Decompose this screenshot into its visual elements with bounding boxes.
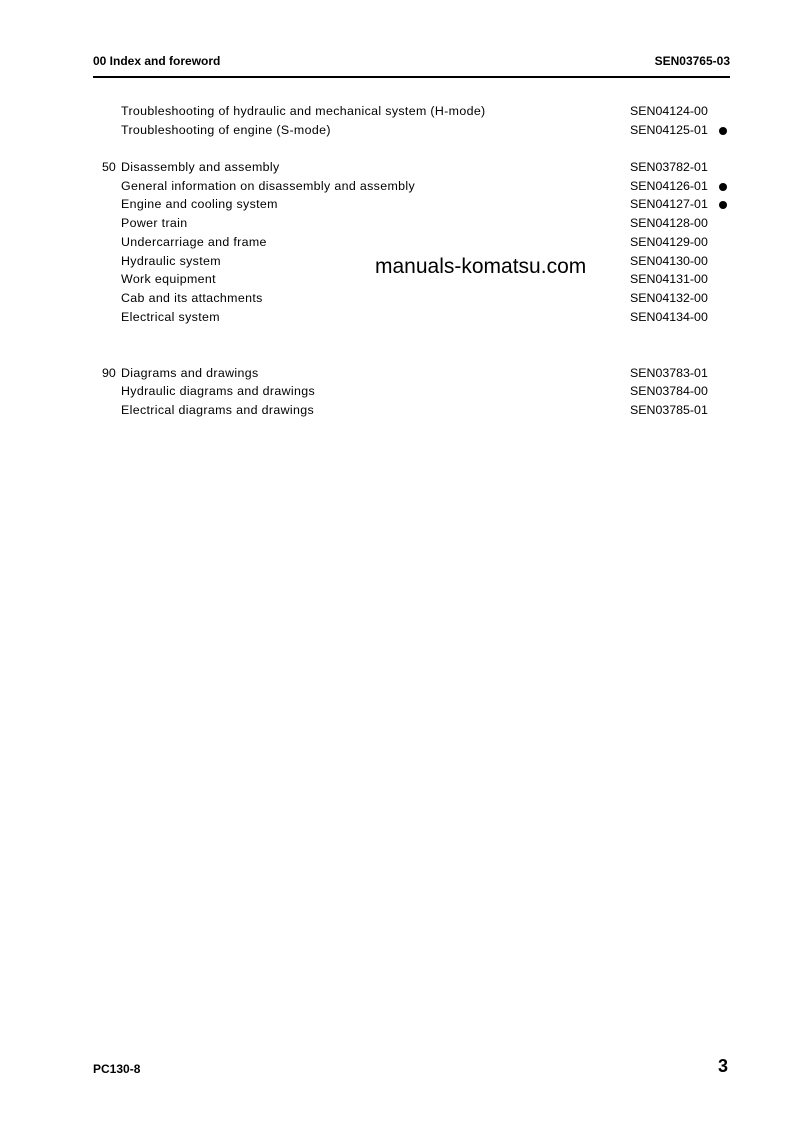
toc-section-code: SEN03782-01 [630, 160, 708, 175]
toc-section-title: Diagrams and drawings [121, 365, 259, 380]
toc-entry-code: SEN04132-00 [630, 290, 708, 305]
toc-entry-title: General information on disassembly and assembly [121, 178, 415, 193]
toc-entry[interactable] [93, 102, 733, 121]
toc-entry-code: SEN04131-00 [630, 272, 708, 287]
page-header [93, 54, 730, 78]
toc-entry[interactable] [93, 195, 733, 214]
toc-entry[interactable] [93, 382, 733, 401]
page-number: 3 [718, 1056, 729, 1076]
toc-entry-code: SEN04126-01 [630, 178, 708, 193]
revision-marker-icon [719, 201, 727, 209]
spacer [93, 326, 733, 363]
toc-entry-title: Troubleshooting of hydraulic and mechanical system (H-mode) [121, 104, 486, 118]
document-code: SEN03765-03 [654, 54, 730, 68]
toc-entry-title: Work equipment [121, 272, 216, 287]
toc-section-number: 50 [102, 160, 116, 175]
toc-entry[interactable] [93, 121, 733, 140]
revision-marker-icon [719, 127, 727, 135]
model-name: PC130-8 [93, 1062, 141, 1076]
toc-entry-title: Electrical diagrams and drawings [121, 403, 315, 418]
toc-entry[interactable] [93, 233, 733, 252]
toc-entry[interactable] [93, 308, 733, 327]
toc-entry-code: SEN03785-01 [630, 403, 708, 418]
toc-entry[interactable] [93, 214, 733, 233]
toc-section-title: Disassembly and assembly [121, 160, 280, 175]
toc-section-code: SEN03783-01 [630, 365, 708, 380]
toc-entry-code: SEN04128-00 [630, 216, 708, 231]
toc-entry-code: SEN04130-00 [630, 253, 708, 268]
toc-entry[interactable] [93, 289, 733, 308]
toc-entry-title: Cab and its attachments [121, 290, 263, 305]
toc-entry-title: Power train [121, 216, 188, 231]
toc-entry-code: SEN04129-00 [630, 234, 708, 249]
toc-entry[interactable] [93, 401, 733, 420]
watermark-text: manuals-komatsu.com [375, 255, 587, 278]
revision-marker-icon [719, 183, 727, 191]
toc-section[interactable] [93, 364, 733, 383]
toc-section[interactable] [93, 158, 733, 177]
toc-entry-title: Hydraulic diagrams and drawings [121, 384, 316, 399]
toc-entry-code: SEN04125-01 [630, 122, 708, 137]
toc-entry-title: Troubleshooting of engine (S-mode) [121, 122, 331, 137]
toc-section-number: 90 [102, 365, 116, 380]
toc-entry-code: SEN04127-01 [630, 197, 708, 212]
toc-entry-code: SEN04124-00 [630, 104, 708, 118]
spacer [93, 139, 733, 158]
toc-entry-title: Electrical system [121, 309, 220, 324]
section-title: 00 Index and foreword [93, 54, 221, 68]
toc-entry-title: Engine and cooling system [121, 197, 278, 212]
toc-entry-code: SEN03784-00 [630, 384, 708, 399]
toc-entry-title: Hydraulic system [121, 253, 221, 268]
toc-entry[interactable] [93, 177, 733, 196]
toc-entry-title: Undercarriage and frame [121, 234, 267, 249]
toc-entry-code: SEN04134-00 [630, 309, 708, 324]
